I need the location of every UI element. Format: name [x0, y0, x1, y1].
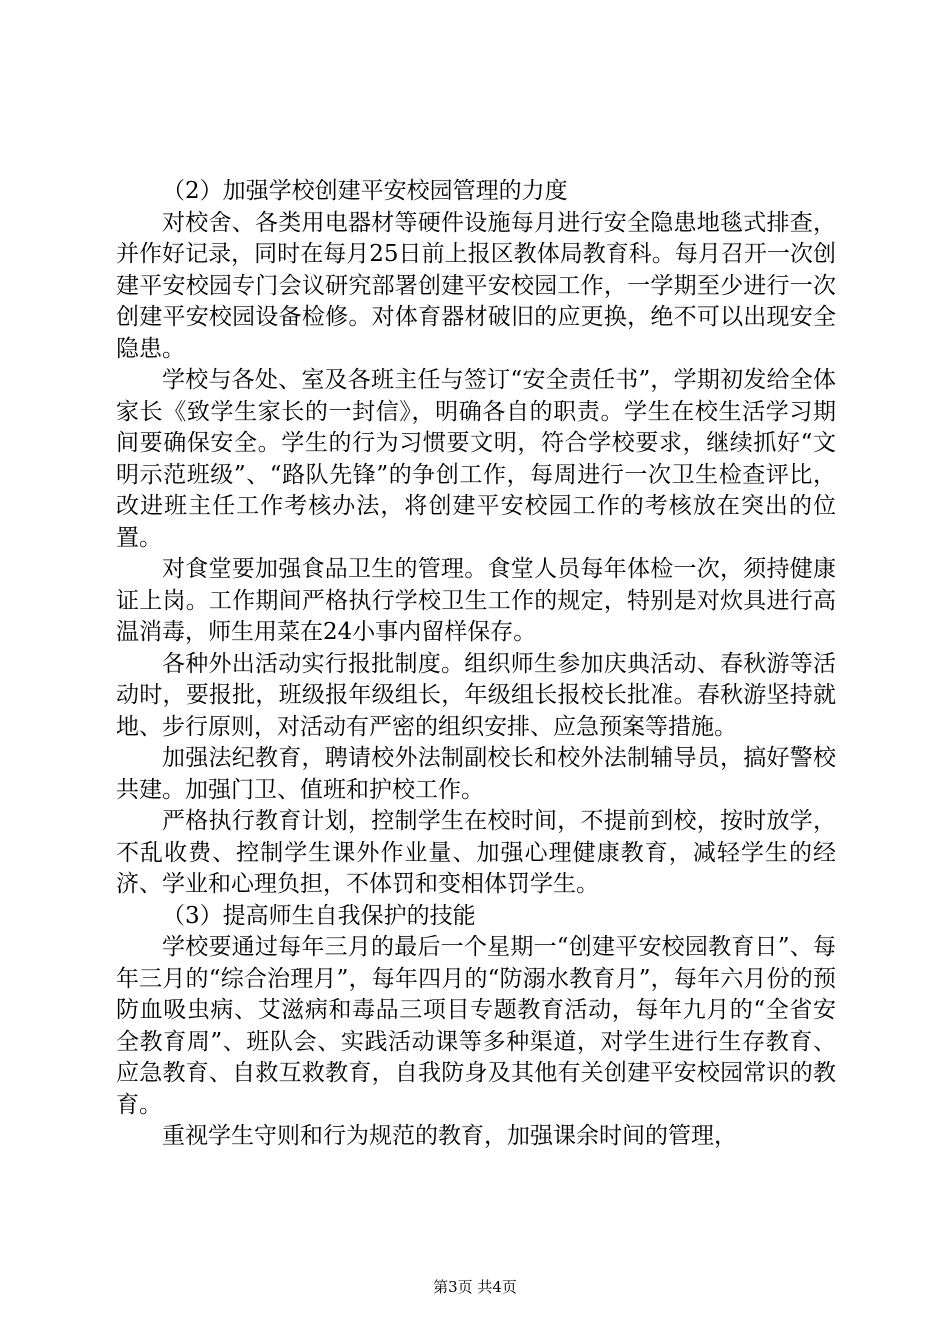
page-number-footer: 第3页 共4页: [433, 1278, 517, 1296]
paragraph-responsibility: 学校与各处、室及各班主任与签订“安全责任书”，学期初发给全体家长《致学生家长的一封信》，明确各自的职责。学生在校生活学习期间要确保安全。学生的行为习惯要文明，符合学校要求，继续抓好“文明示范班级”、“路队先锋”的争创工作，每周进行一次卫生检查评比，改进班主任工作考核办法，将创建平安校园工作的考核放在突出的位置。: [116, 367, 836, 551]
paragraph-safety-inspection: 对校舍、各类用电器材等硬件设施每月进行安全隐患地毯式排查，并作好记录，同时在每月25日前上报区教体局教育科。每月召开一次创建平安校园专门会议研究部署创建平安校园工作，一学期至少进行一次创建平安校园设备检修。对体育器材破旧的应更换，绝不可以出现安全隐患。: [116, 209, 836, 362]
paragraph-outing-approval: 各种外出活动实行报批制度。组织师生参加庆典活动、春秋游等活动时，要报批，班级报年级组长，年级组长报校长批准。春秋游坚持就地、步行原则，对活动有严密的组织安排、应急预案等措施。: [116, 650, 836, 740]
section-2-heading: （2）加强学校创建平安校园管理的力度: [162, 178, 568, 204]
paragraph-safety-education-days: 学校要通过每年三月的最后一个星期一“创建平安校园教育日”、每年三月的“综合治理月”，每年四月的“防溺水教育月”，每年六月份的预防血吸虫病、艾滋病和毒品三项目专题教育活动，每年九月的“全省安全教育周”、班队会、实践活动课等多种渠道，对学生进行生存教育、应急教育、自救互救教育，自我防身及其他有关创建平安校园常识的教育。: [116, 934, 836, 1118]
paragraph-education-plan: 严格执行教育计划，控制学生在校时间，不提前到校，按时放学，不乱收费、控制学生课外作业量、加强心理健康教育，减轻学生的经济、学业和心理负担，不体罚和变相体罚学生。: [116, 808, 836, 897]
paragraph-legal-education: 加强法纪教育，聘请校外法制副校长和校外法制辅导员，搞好警校共建。加强门卫、值班和护校工作。: [116, 745, 836, 803]
document-body: [116, 176, 836, 1153]
paragraph-canteen-hygiene: 对食堂要加强食品卫生的管理。食堂人员每年体检一次，须持健康证上岗。工作期间严格执行学校卫生工作的规定，特别是对炊具进行高温消毒，师生用菜在24小事内留样保存。: [116, 556, 836, 645]
section-3-heading: （3）提高师生自我保护的技能: [162, 902, 476, 929]
paragraph-student-conduct: 重视学生守则和行为规范的教育，加强课余时间的管理，: [162, 1123, 737, 1149]
